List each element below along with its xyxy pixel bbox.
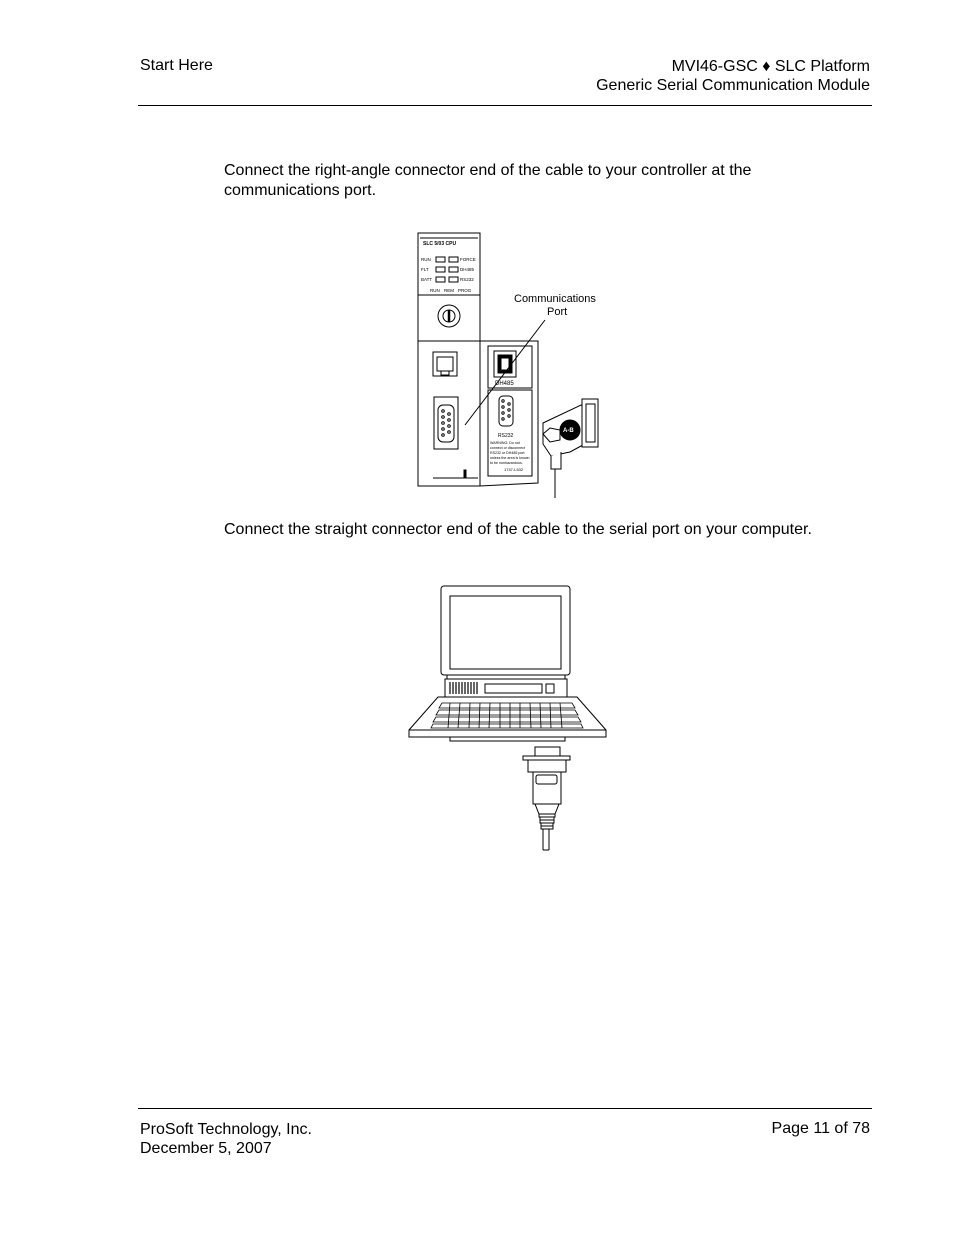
rs232-port-icon (499, 396, 513, 426)
header-rule (138, 105, 872, 106)
callout-line1: Communications (514, 293, 596, 305)
step2-paragraph: Connect the straight connector end of the cable to the serial port on your computer. (224, 521, 812, 538)
led-label-dh485: DH485 (460, 267, 475, 272)
led-label-run: RUN (421, 257, 431, 262)
warning-line: connect or disconnect (490, 446, 525, 450)
warning-line: unless the area is known (490, 456, 530, 460)
callout-leader-line (465, 320, 545, 425)
header-product-line2: Generic Serial Communication Module (596, 77, 870, 94)
footer-company: ProSoft Technology, Inc. (140, 1121, 312, 1138)
led-label-force: FORCE (460, 257, 476, 262)
led-dh485 (449, 267, 458, 272)
led-label-batt: BATT (421, 277, 433, 282)
system-unit (445, 679, 567, 697)
computer-figure (405, 582, 610, 854)
key-label-run: RUN (430, 288, 440, 293)
cpu-label: SLC 5/03 CPU (423, 241, 457, 247)
serial-connector (523, 747, 570, 850)
footer-left (140, 1120, 312, 1158)
footer-page-number: Page 11 of 78 (771, 1120, 870, 1137)
warning-line: WARNING: Do not (490, 441, 520, 445)
led-flt (436, 267, 445, 272)
monitor-icon (441, 586, 570, 675)
led-batt (436, 277, 445, 282)
warning-line: RS232 or DH485 port (490, 451, 525, 455)
warning-line: to be nonhazardous. (490, 461, 523, 465)
header-product (596, 57, 870, 95)
led-rs232 (449, 277, 458, 282)
model-number: 1747-L532 (504, 467, 524, 472)
callout-line2: Port (547, 306, 568, 318)
key-label-prog: PROG (458, 288, 472, 293)
controller-figure (410, 230, 610, 502)
led-run (436, 257, 445, 262)
led-label-rs232: RS232 (460, 277, 474, 282)
led-force (449, 257, 458, 262)
header-section: Start Here (140, 57, 213, 74)
step1-paragraph: Connect the right-angle connector end of the cable to your controller at the communications port. (224, 162, 752, 199)
rs232-label: RS232 (498, 433, 514, 439)
dh485-label: DH485 (495, 381, 514, 387)
footer-rule (138, 1108, 872, 1109)
key-label-rem: REM (444, 288, 454, 293)
logo-text: A-B (563, 428, 574, 434)
callout-label (514, 293, 596, 318)
footer-date: December 5, 2007 (140, 1140, 272, 1157)
led-label-flt: FLT (421, 267, 429, 272)
header-product-line1: MVI46-GSC ♦ SLC Platform (671, 58, 870, 75)
